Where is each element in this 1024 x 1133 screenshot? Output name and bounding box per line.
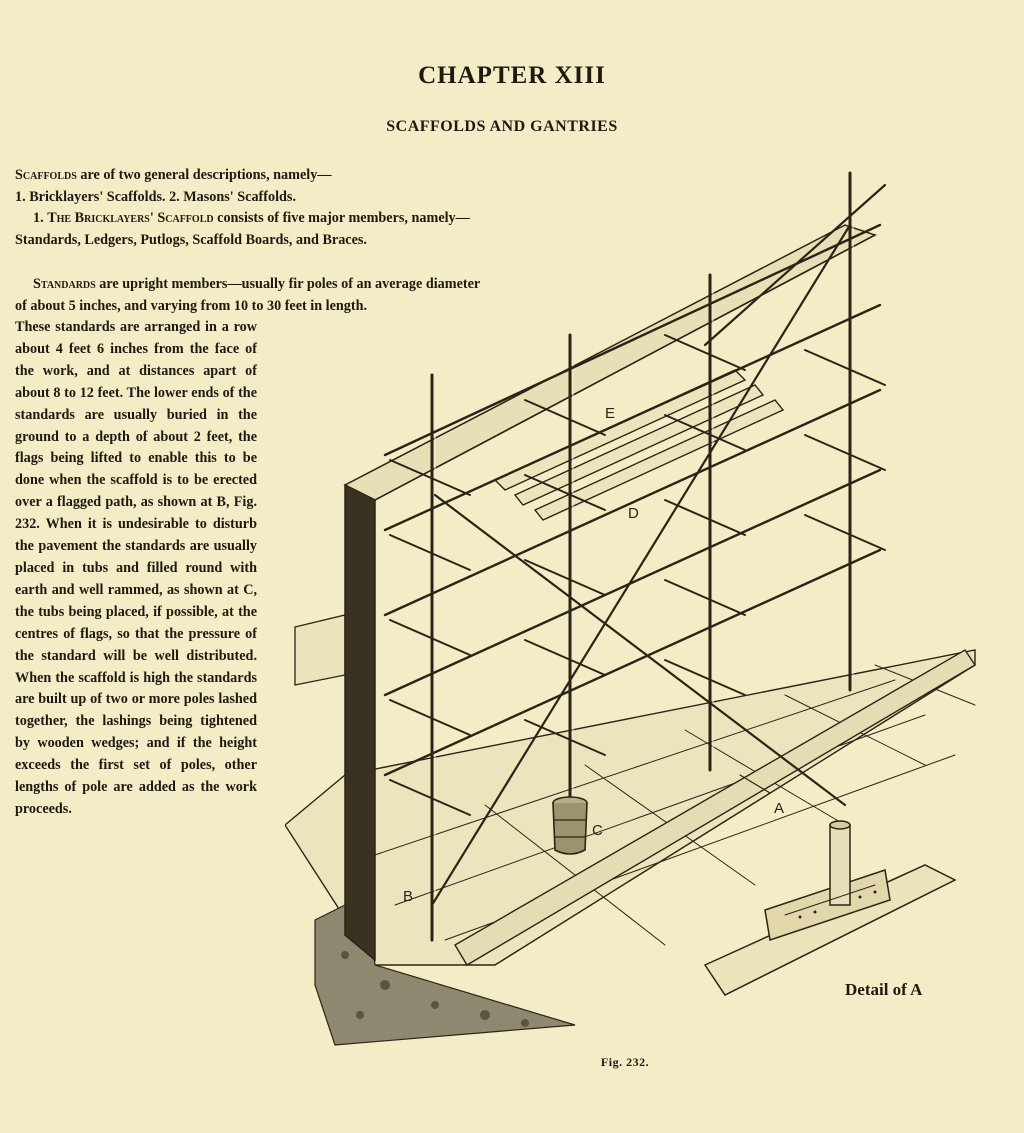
label-b: B [403, 888, 414, 905]
bricklayers-number: 1. [33, 210, 48, 226]
label-c: C [592, 822, 603, 839]
standards-text: are upright members—usually fir poles of an average diameter of about 5 inches, and varying from 10 to 30 feet in length. [15, 276, 480, 314]
intro-list: 1. Bricklayers' Scaffolds. 2. Masons' Scaffolds. [15, 189, 296, 205]
label-e: E [605, 405, 616, 422]
detail-a-drawing [705, 821, 955, 995]
intro-text: are of two general descriptions, namely— [76, 167, 332, 183]
bricklayers-text: consists of five major members, namely—Standards, Ledgers, Putlogs, Scaffold Boards, and Braces. [15, 210, 470, 248]
standards-column-text: These standards are arranged in a row about 4 feet 6 inches from the face of the work, and at distances apart of about 8 to 12 feet. The lower ends of the standards are usually buried in the ground to a depth of about 2 feet, the flags being lifted to enable this to be done when the scaffold is to be erected over a flagged path, as shown at B, Fig. 232. When it is undesirable to disturb the pavement the standards are usually placed in tubs and filled round with earth and well rammed, as shown at C, the tubs being placed, if possible, at the centres of flags, so that the pressure of the standard will be well distributed. When the scaffold is high the standards are built up of two or more poles lashed together, the lashings being tightened by wooden wedges; and if the height exceeds the first set of poles, other lengths of pole are added as the work proceeds. [15, 319, 257, 817]
bricklayers-lead: The Bricklayers' Scaffold [47, 210, 214, 226]
chapter-title: CHAPTER XIII [418, 62, 606, 89]
tub-c [553, 797, 587, 854]
intro-lead: Scaffolds [15, 167, 77, 183]
label-a: A [774, 800, 785, 817]
section-title: SCAFFOLDS AND GANTRIES [386, 118, 618, 135]
figure-caption: Fig. 232. [600, 1055, 650, 1069]
detail-a-label: Detail of A [845, 980, 923, 999]
standards-lead: Standards [33, 276, 96, 292]
scaffold-illustration [285, 165, 985, 1070]
label-d: D [628, 505, 639, 522]
